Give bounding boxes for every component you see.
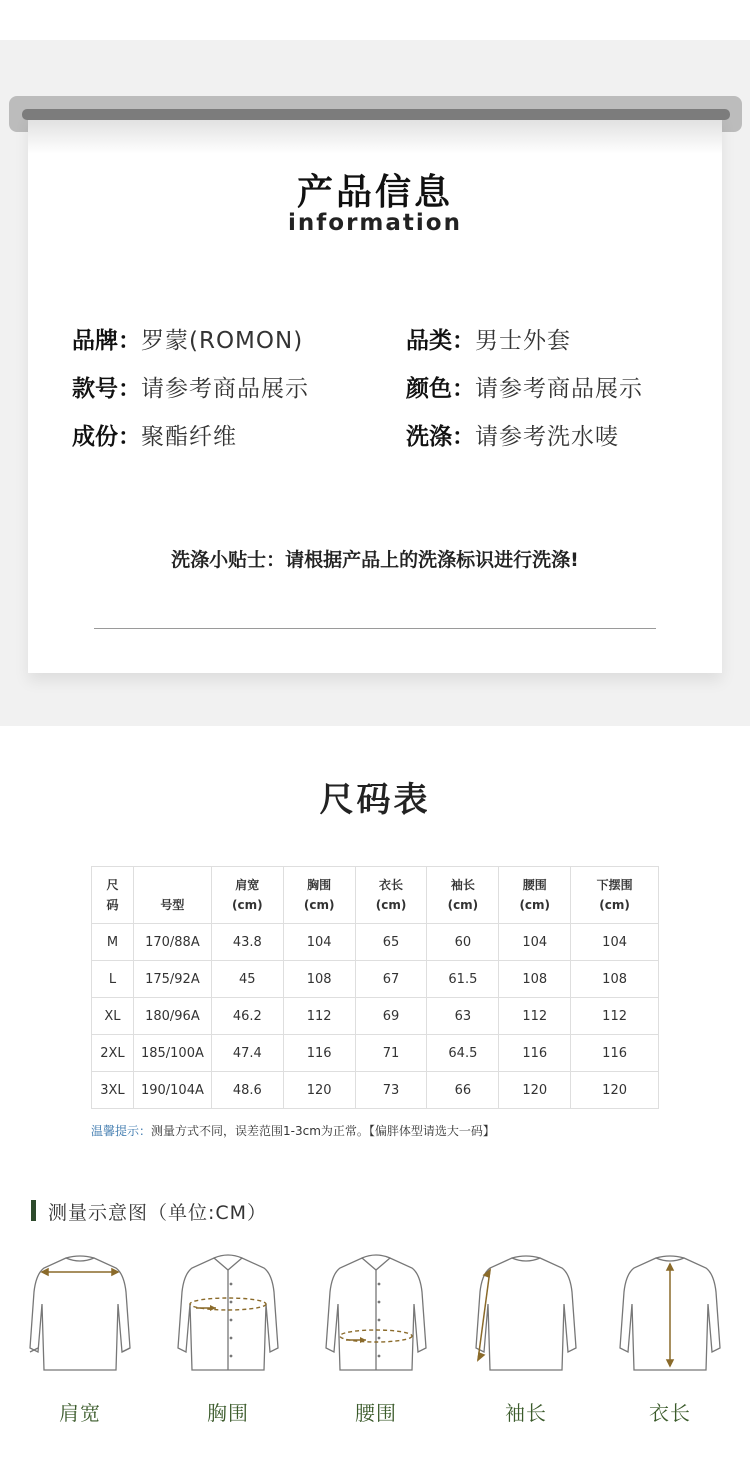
table-cell: 61.5: [427, 961, 499, 998]
spec-brand-key: 品牌：: [72, 328, 141, 354]
spec-style-number-key: 款号：: [72, 376, 141, 402]
spec-category-key: 品类：: [406, 328, 475, 354]
header-size: 尺 码: [92, 867, 134, 924]
table-row: [92, 1035, 659, 1072]
table-cell: L: [92, 961, 134, 998]
table-cell: 69: [355, 998, 427, 1035]
spec-color-key: 颜色：: [406, 376, 475, 402]
paper-shadow: [28, 114, 722, 154]
header-hem: 下摆围 (cm): [571, 867, 659, 924]
table-cell: 170/88A: [133, 924, 211, 961]
header-sleeve: 袖长 (cm): [427, 867, 499, 924]
scroll-rod-core: [22, 109, 730, 120]
table-cell: 108: [499, 961, 571, 998]
spec-color: [406, 370, 643, 403]
shoulder-width-icon: [24, 1252, 136, 1374]
header-length: 衣长 (cm): [355, 867, 427, 924]
table-cell: 112: [283, 998, 355, 1035]
table-cell: 65: [355, 924, 427, 961]
table-cell: 45: [211, 961, 283, 998]
table-cell: 43.8: [211, 924, 283, 961]
header-waist: 腰围 (cm): [499, 867, 571, 924]
wash-tip: 洗涤小贴士：请根据产品上的洗涤标识进行洗涤!: [171, 549, 579, 571]
body-length-icon: [614, 1252, 726, 1374]
table-cell: M: [92, 924, 134, 961]
table-cell: 108: [283, 961, 355, 998]
sleeve-length-icon: [470, 1252, 582, 1374]
size-chart-title: 尺码表: [319, 780, 431, 820]
table-cell: 66: [427, 1072, 499, 1109]
table-row: [92, 961, 659, 998]
table-cell: 112: [571, 998, 659, 1035]
table-cell: 175/92A: [133, 961, 211, 998]
table-cell: 2XL: [92, 1035, 134, 1072]
size-hint-label: 温馨提示：: [91, 1124, 152, 1138]
info-title: 产品信息: [296, 172, 453, 213]
spec-brand: [72, 322, 303, 355]
spec-composition-value: 聚酯纤维: [141, 424, 237, 450]
size-hint: [91, 1122, 495, 1139]
table-cell: 190/104A: [133, 1072, 211, 1109]
chest-icon: [172, 1252, 284, 1374]
measure-title: 测量示意图（单位:CM）: [48, 1202, 268, 1224]
table-cell: 73: [355, 1072, 427, 1109]
table-cell: 180/96A: [133, 998, 211, 1035]
table-cell: 60: [427, 924, 499, 961]
table-cell: 48.6: [211, 1072, 283, 1109]
size-table-header-row: [92, 867, 659, 924]
table-cell: 185/100A: [133, 1035, 211, 1072]
table-cell: 67: [355, 961, 427, 998]
waist-icon: [320, 1252, 432, 1374]
table-cell: 116: [571, 1035, 659, 1072]
table-cell: 120: [283, 1072, 355, 1109]
table-cell: XL: [92, 998, 134, 1035]
info-subtitle: information: [288, 210, 462, 236]
size-hint-text: 测量方式不同，误差范围1-3cm为正常。【偏胖体型请选大一码】: [151, 1124, 495, 1138]
spec-color-value: 请参考商品展示: [475, 376, 643, 402]
spec-category: [406, 322, 571, 355]
label-shoulder: 肩宽: [59, 1401, 101, 1425]
table-cell: 47.4: [211, 1035, 283, 1072]
table-cell: 64.5: [427, 1035, 499, 1072]
spec-style-number: [72, 370, 309, 403]
table-cell: 63: [427, 998, 499, 1035]
table-cell: 46.2: [211, 998, 283, 1035]
table-cell: 3XL: [92, 1072, 134, 1109]
spec-category-value: 男士外套: [475, 328, 571, 354]
size-table: [91, 866, 659, 1109]
table-row: [92, 1072, 659, 1109]
table-cell: 104: [283, 924, 355, 961]
spec-composition-key: 成份：: [72, 424, 141, 450]
label-waist: 腰围: [355, 1401, 397, 1425]
spec-style-number-value: 请参考商品展示: [141, 376, 309, 402]
spec-washing: [406, 418, 619, 451]
spec-brand-value: 罗蒙(ROMON): [141, 328, 304, 354]
divider-line: [94, 628, 656, 629]
header-shoulder: 肩宽 (cm): [211, 867, 283, 924]
table-cell: 104: [571, 924, 659, 961]
spec-washing-key: 洗涤：: [406, 424, 475, 450]
label-sleeve: 袖长: [505, 1401, 547, 1425]
label-body-length: 衣长: [649, 1401, 691, 1425]
section-accent-bar: [31, 1200, 36, 1221]
spec-composition: [72, 418, 237, 451]
table-cell: 120: [571, 1072, 659, 1109]
table-cell: 112: [499, 998, 571, 1035]
table-cell: 120: [499, 1072, 571, 1109]
table-row: [92, 998, 659, 1035]
header-chest: 胸围 (cm): [283, 867, 355, 924]
table-row: [92, 924, 659, 961]
table-cell: 116: [499, 1035, 571, 1072]
table-cell: 116: [283, 1035, 355, 1072]
spec-washing-value: 请参考洗水唛: [475, 424, 619, 450]
table-cell: 108: [571, 961, 659, 998]
table-cell: 71: [355, 1035, 427, 1072]
header-model: 号型: [133, 867, 211, 924]
label-chest: 胸围: [207, 1401, 249, 1425]
table-cell: 104: [499, 924, 571, 961]
